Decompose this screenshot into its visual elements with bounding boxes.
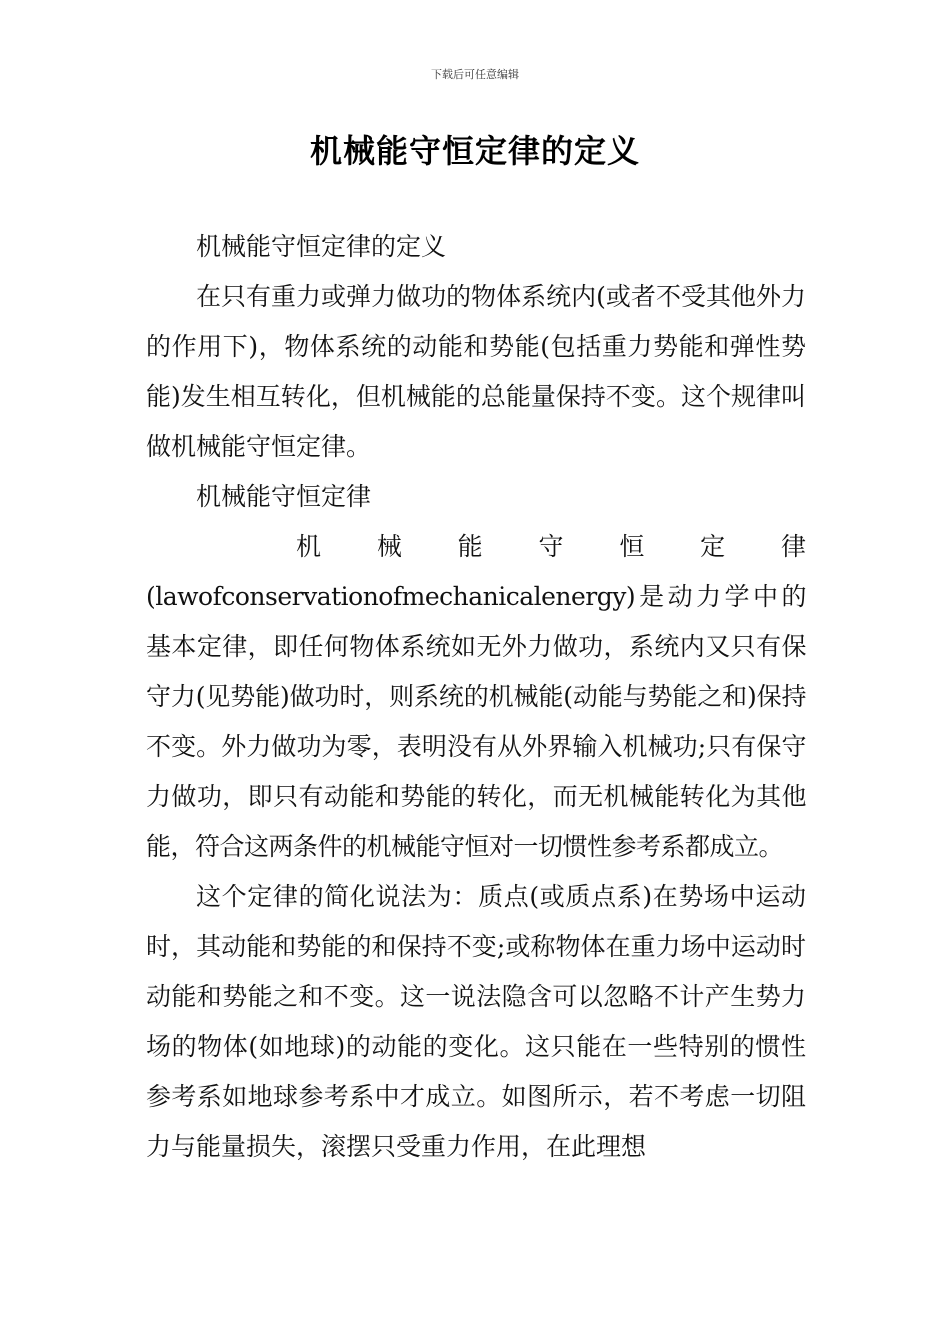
document-title: 机械能守恒定律的定义	[309, 132, 640, 170]
spread-char: 机	[296, 532, 322, 561]
paragraph-definition: 在只有重力或弹力做功的物体系统内(或者不受其他外力的作用下)，物体系统的动能和势能(包括重力势能和弹性势能)发生相互转化，但机械能的总能量保持不变。这个规律叫做机械能守恒定律。	[146, 282, 806, 461]
paragraph-law-description: (lawofconservationofmechanicalenergy)是动力学中的基本定律，即任何物体系统如无外力做功，系统内又只有保守力(见势能)做功时，则系统的机械能(动能与势能之和)保持不变。外力做功为零，表明没有从外界输入机械功;只有保守力做功，即只有动能和势能的转化，而无机械能转化为其他能，符合这两条件的机械能守恒对一切惯性参考系都成立。	[146, 582, 806, 861]
paragraph-simplified-statement: 这个定律的简化说法为：质点(或质点系)在势场中运动时，其动能和势能的和保持不变;或称物体在重力场中运动时动能和势能之和不变。这一说法隐含可以忽略不计产生势力场的物体(如地球)的动能的变化。这只能在一些特别的惯性参考系如地球参考系中才成立。如图所示，若不考虑一切阻力与能量损失，滚摆只受重力作用，在此理想	[146, 882, 806, 1161]
paragraph-section-heading: 机械能守恒定律	[196, 482, 372, 511]
spread-char: 守	[538, 532, 564, 561]
page-header-note: 下载后可任意编辑	[431, 68, 519, 81]
paragraph-subtitle: 机械能守恒定律的定义	[196, 232, 447, 261]
spread-char: 律	[780, 532, 806, 561]
spread-char: 恒	[619, 532, 645, 561]
spread-heading-line	[146, 522, 806, 572]
document-body	[146, 222, 806, 1172]
spread-char: 能	[457, 532, 483, 561]
spread-char: 械	[376, 532, 402, 561]
spread-char: 定	[700, 532, 726, 561]
